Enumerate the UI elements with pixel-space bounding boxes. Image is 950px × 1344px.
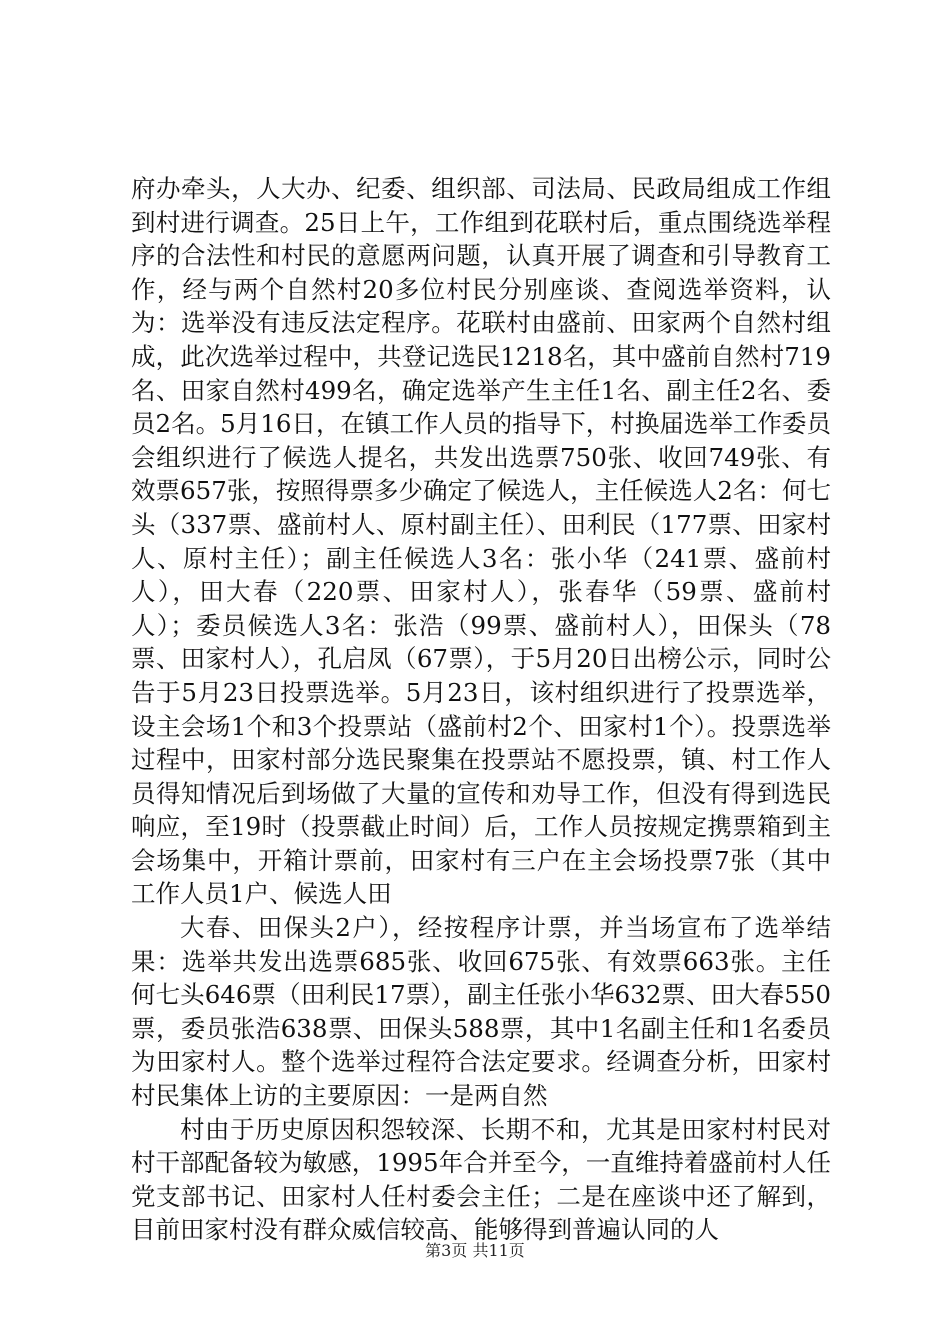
document-body	[131, 172, 831, 1247]
paragraph-3: 村由于历史原因积怨较深、长期不和，尤其是田家村村民对村干部配备较为敏感，1995年合并至今，一直维持着盛前村人任党支部书记、田家村人任村委会主任；二是在座谈中还了解到，目前田家村没有群众威信较高、能够得到普遍认同的人	[131, 1114, 831, 1245]
paragraph-1: 府办牵头，人大办、纪委、组织部、司法局、民政局组成工作组到村进行调查。25日上午，工作组到花联村后，重点围绕选举程序的合法性和村民的意愿两问题，认真开展了调查和引导教育工作，经与两个自然村20多位村民分别座谈、查阅选举资料，认为：选举没有违反法定程序。花联村由盛前、田家两个自然村组成，此次选举过程中，共登记选民1218名，其中盛前自然村719名、田家自然村499名，确定选举产生主任1名、副主任2名、委员2名。5月16日，在镇工作人员的指导下，村换届选举工作委员会组织进行了候选人提名，共发出选票750张、收回749张、有效票657张，按照得票多少确定了候选人，主任候选人2名：何七头（337票、盛前村人、原村副主任）、田利民（177票、田家村人、原村主任）；副主任候选人3名：张小华（241票、盛前村人），田大春（220票、田家村人），张春华（59票、盛前村人）；委员候选人3名：张浩（99票、盛前村人），田保头（78票、田家村人），孔启凤（67票），于5月20日出榜公示，同时公告于5月23日投票选举。5月23日，该村组织进行了投票选举，设主会场1个和3个投票站（盛前村2个、田家村1个）。投票选举过程中，田家村部分选民聚集在投票站不愿投票，镇、村工作人员得知情况后到场做了大量的宣传和劝导工作，但没有得到选民响应，至19时（投票截止时间）后，工作人员按规定携票箱到主会场集中，开箱计票前，田家村有三户在主会场投票7张（其中工作人员1户、候选人田	[131, 174, 831, 909]
page-number-footer: 第3页 共11页	[425, 1241, 525, 1260]
paragraph-2: 大春、田保头2户），经按程序计票，并当场宣布了选举结果：选举共发出选票685张、收回675张、有效票663张。主任何七头646票（田利民17票），副主任张小华632票、田大春550票，委员张浩638票、田保头588票，其中1名副主任和1名委员为田家村人。整个选举过程符合法定要求。经调查分析，田家村村民集体上访的主要原因：一是两自然	[131, 913, 831, 1111]
